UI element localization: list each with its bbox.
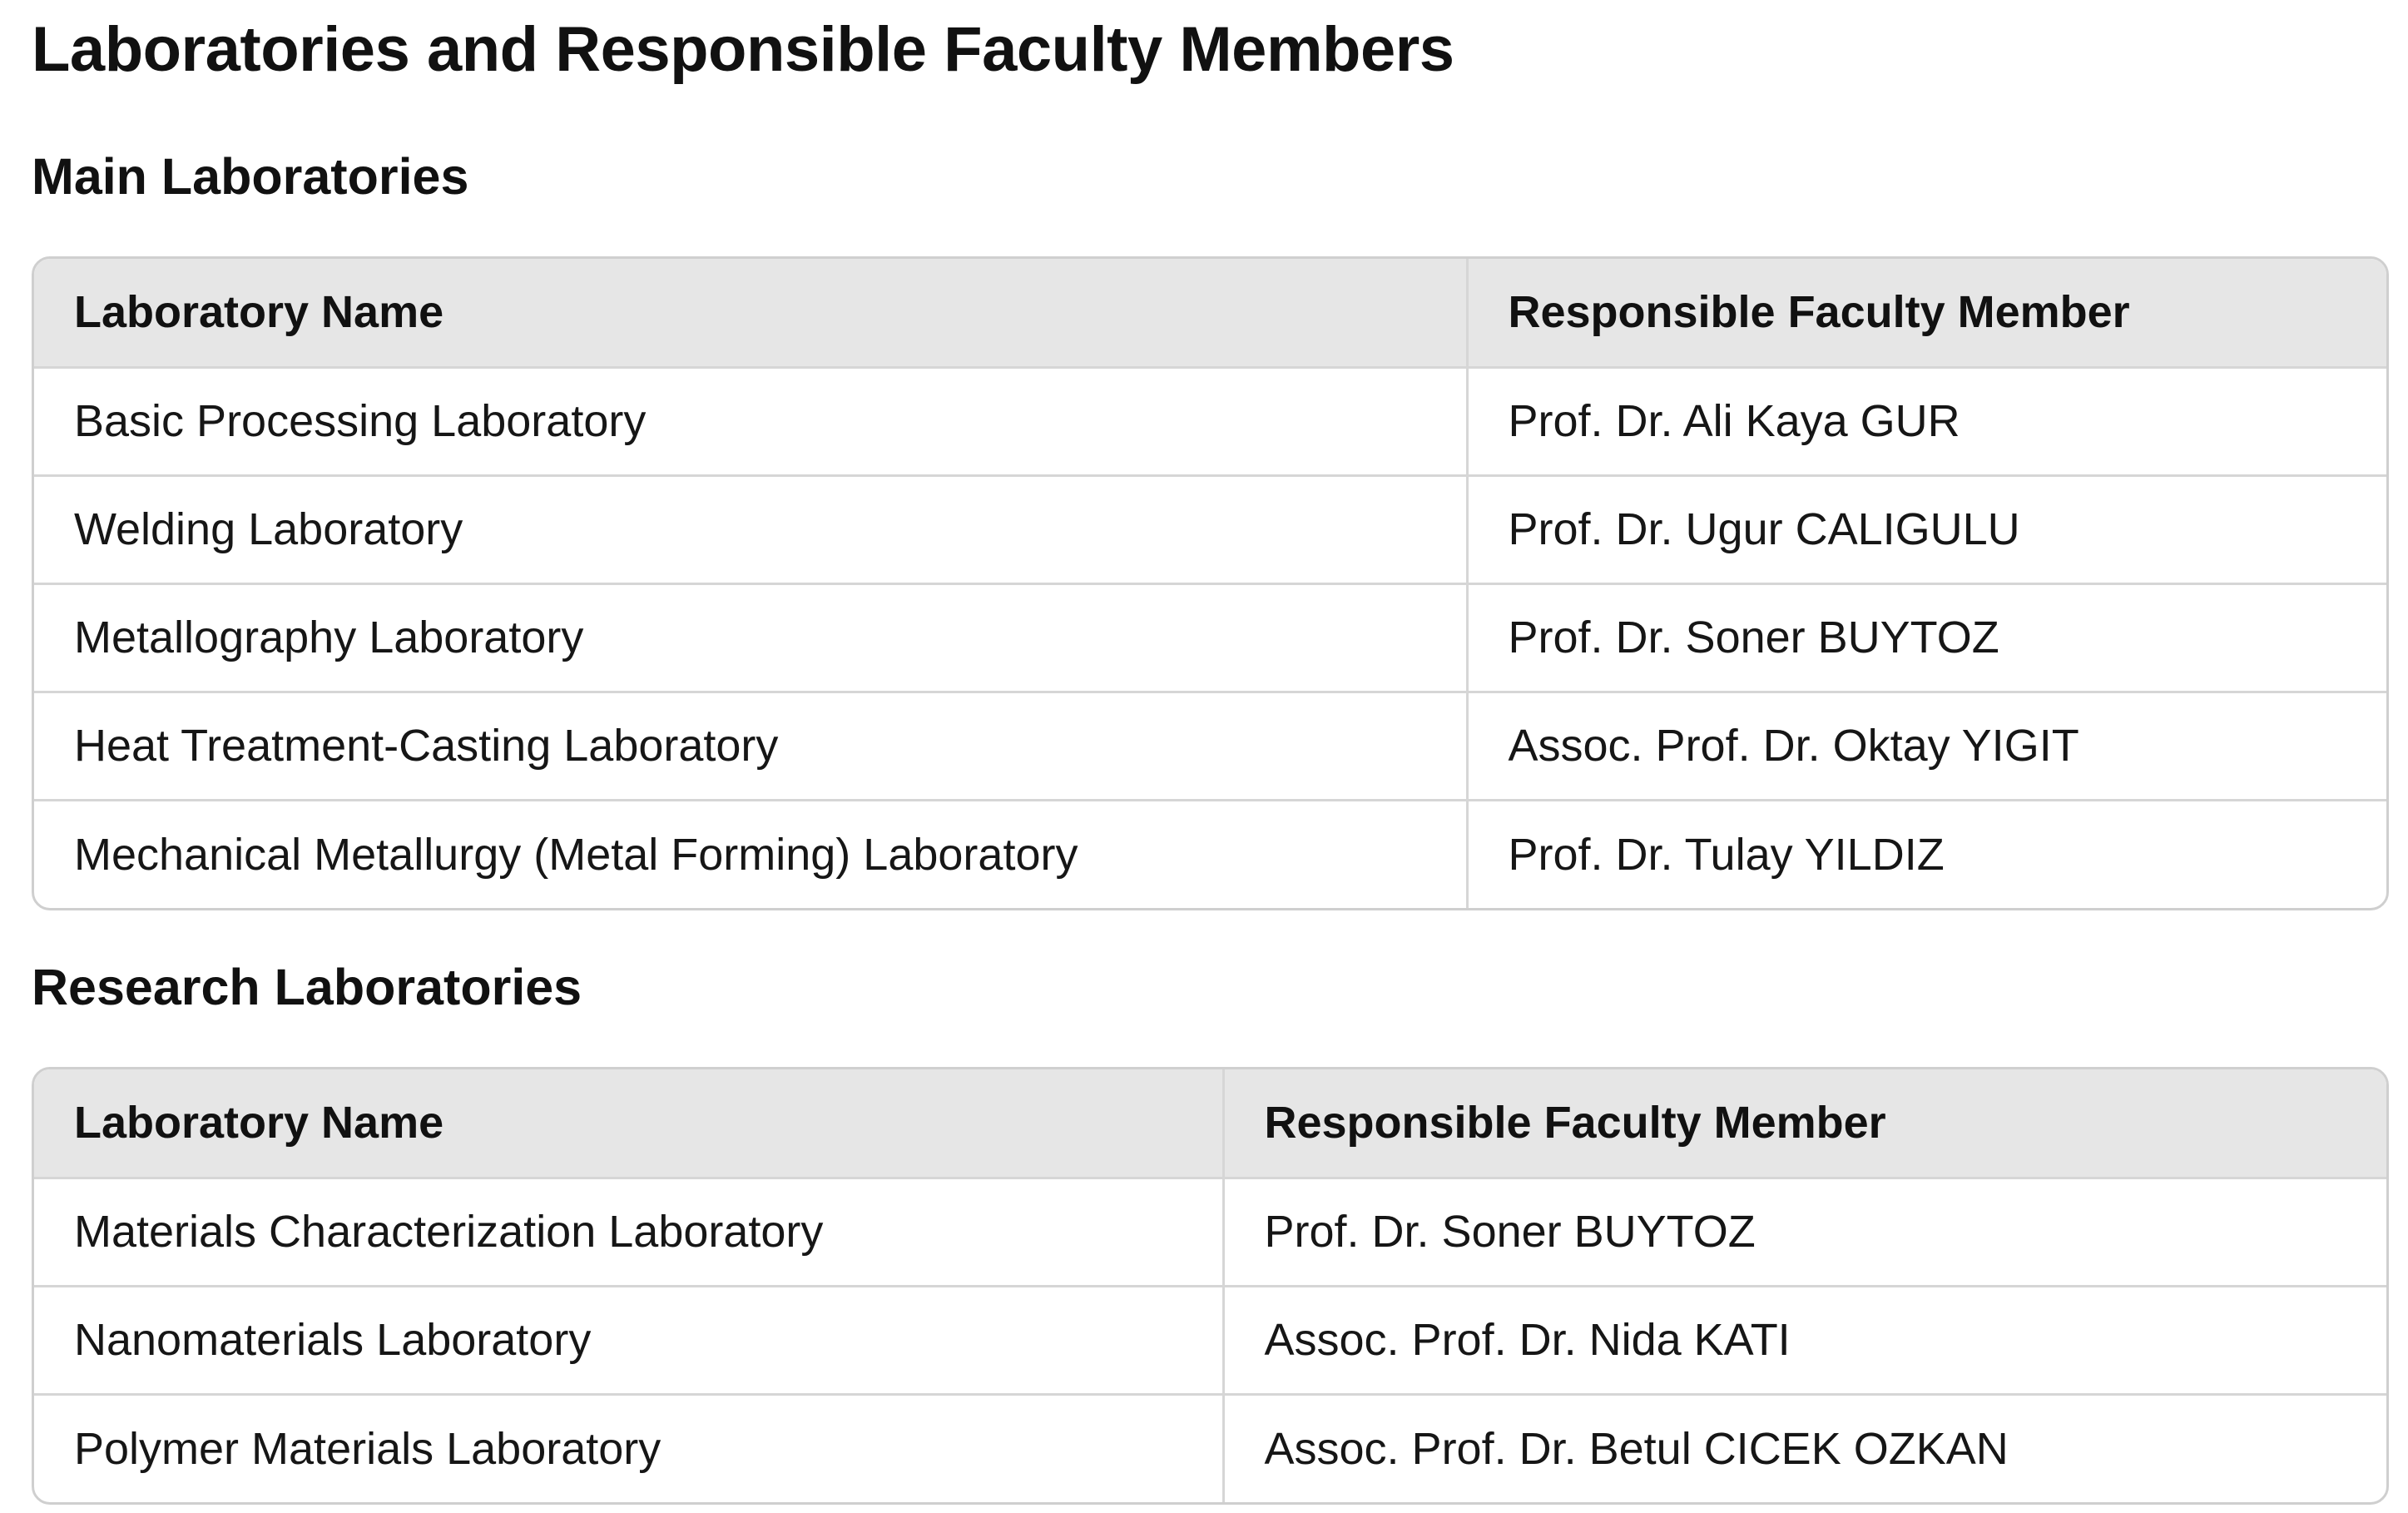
faculty-member-cell: Prof. Dr. Ali Kaya GUR <box>1467 367 2386 475</box>
faculty-member-cell: Prof. Dr. Ugur CALIGULU <box>1467 475 2386 583</box>
table-row <box>34 367 2386 475</box>
laboratory-name-cell: Metallography Laboratory <box>34 583 1467 692</box>
column-header-responsible-faculty: Responsible Faculty Member <box>1223 1069 2386 1178</box>
table-row <box>34 800 2386 908</box>
laboratory-name-cell: Polymer Materials Laboratory <box>34 1394 1223 1502</box>
table-header-row <box>34 1069 2386 1178</box>
table-row <box>34 1286 2386 1394</box>
column-header-responsible-faculty: Responsible Faculty Member <box>1467 259 2386 367</box>
page-title: Laboratories and Responsible Faculty Members <box>32 14 1454 85</box>
laboratory-name-cell: Materials Characterization Laboratory <box>34 1178 1223 1286</box>
laboratory-name-cell: Welding Laboratory <box>34 475 1467 583</box>
faculty-member-cell: Prof. Dr. Soner BUYTOZ <box>1223 1178 2386 1286</box>
research-laboratories-table <box>34 1069 2386 1502</box>
laboratory-name-cell: Mechanical Metallurgy (Metal Forming) Laboratory <box>34 800 1467 908</box>
main-laboratories-table <box>34 259 2386 908</box>
table-header-row <box>34 259 2386 367</box>
main-laboratories-heading: Main Laboratories <box>32 148 469 205</box>
research-laboratories-heading: Research Laboratories <box>32 959 582 1015</box>
column-header-laboratory-name: Laboratory Name <box>34 1069 1223 1178</box>
table-row <box>34 1394 2386 1502</box>
faculty-member-cell: Assoc. Prof. Dr. Oktay YIGIT <box>1467 692 2386 800</box>
laboratory-name-cell: Heat Treatment-Casting Laboratory <box>34 692 1467 800</box>
column-header-laboratory-name: Laboratory Name <box>34 259 1467 367</box>
table-row <box>34 583 2386 692</box>
table-row <box>34 1178 2386 1286</box>
faculty-member-cell: Prof. Dr. Tulay YILDIZ <box>1508 829 1945 880</box>
faculty-member-cell: Assoc. Prof. Dr. Betul CICEK OZKAN <box>1264 1423 2009 1474</box>
faculty-member-cell: Assoc. Prof. Dr. Nida KATI <box>1223 1286 2386 1394</box>
table-row <box>34 475 2386 583</box>
table-row <box>34 692 2386 800</box>
laboratory-name-cell: Basic Processing Laboratory <box>34 367 1467 475</box>
laboratory-name-cell: Nanomaterials Laboratory <box>34 1286 1223 1394</box>
main-laboratories-table-container <box>32 256 2389 910</box>
research-laboratories-table-container <box>32 1067 2389 1505</box>
faculty-member-cell: Prof. Dr. Soner BUYTOZ <box>1467 583 2386 692</box>
